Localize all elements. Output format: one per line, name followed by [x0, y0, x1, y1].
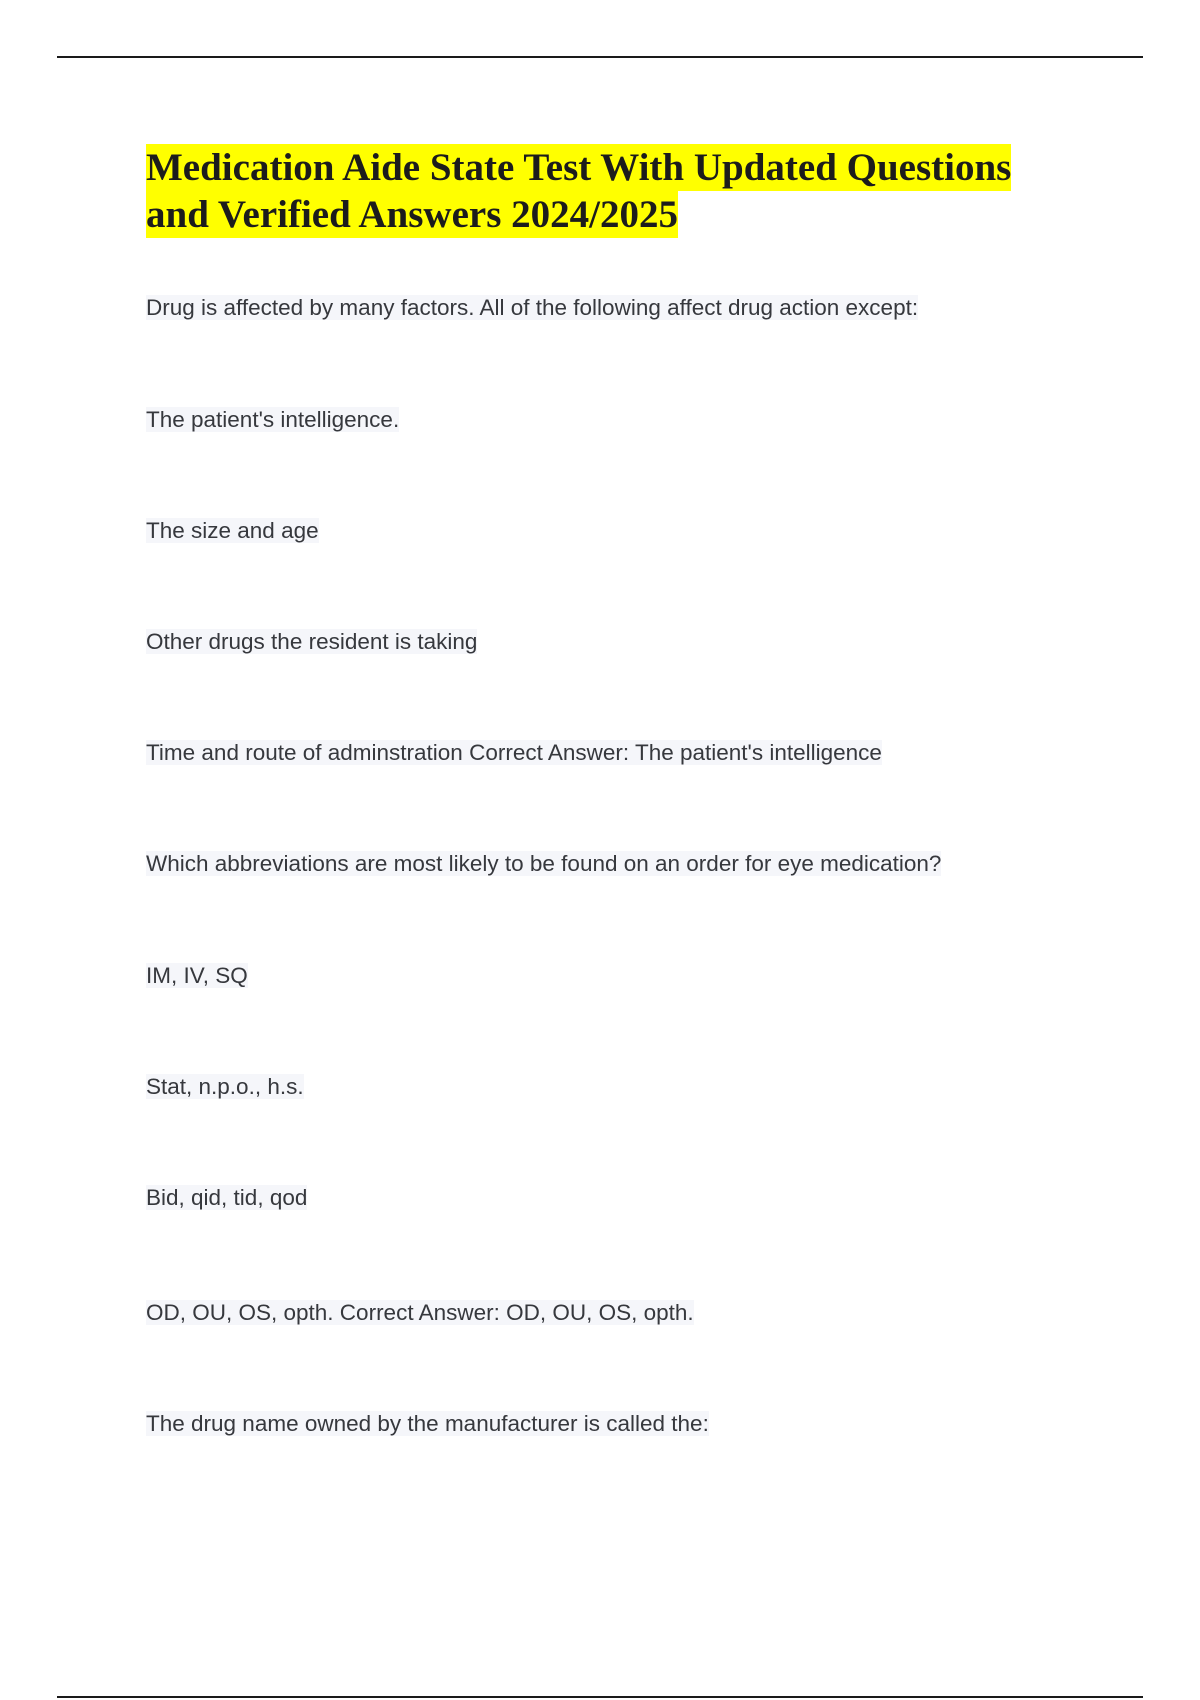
- question-1-option-1: The patient's intelligence.: [146, 407, 400, 432]
- question-2: Which abbreviations are most likely to be found on an order for eye medication?: [146, 851, 942, 876]
- document-title: [146, 144, 1066, 238]
- question-1-option-4-answer: Time and route of adminstration Correct Answer: The patient's intelligence: [146, 740, 882, 765]
- question-1-option-2: The size and age: [146, 518, 319, 543]
- question-3: The drug name owned by the manufacturer is called the:: [146, 1411, 709, 1436]
- question-2-option-4-answer: OD, OU, OS, opth. Correct Answer: OD, OU, OS, opth.: [146, 1300, 694, 1325]
- question-2-option-2: Stat, n.p.o., h.s.: [146, 1074, 304, 1099]
- question-1: Drug is affected by many factors. All of the following affect drug action except:: [146, 295, 919, 320]
- question-2-option-1: IM, IV, SQ: [146, 963, 248, 988]
- header-rule: [57, 56, 1143, 58]
- document-title-text: Medication Aide State Test With Updated Questions and Verified Answers 2024/2025: [146, 146, 1012, 236]
- question-1-option-3: Other drugs the resident is taking: [146, 629, 478, 654]
- footer-rule: [57, 1696, 1143, 1698]
- question-2-option-3: Bid, qid, tid, qod: [146, 1185, 308, 1210]
